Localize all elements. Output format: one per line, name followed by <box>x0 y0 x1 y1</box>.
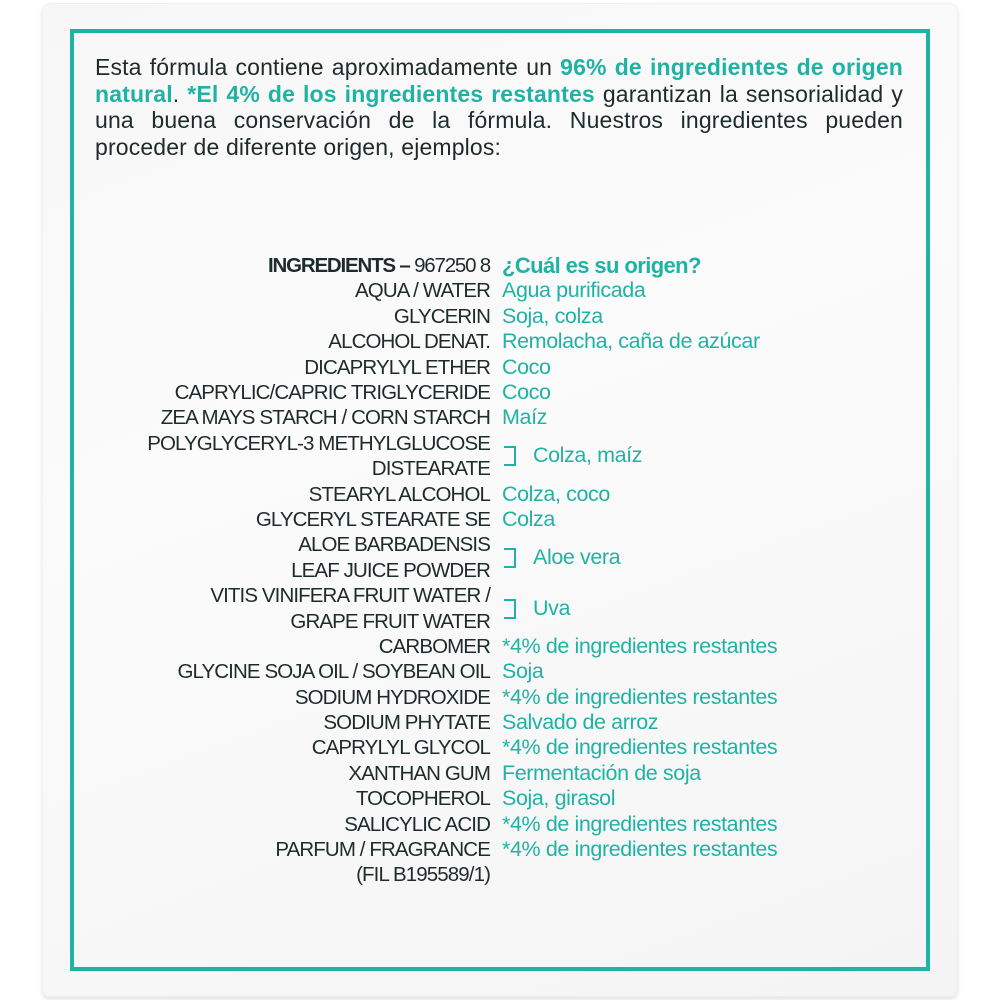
bracket-icon <box>504 446 516 466</box>
intro-highlight-remaining: *El 4% de los ingredientes restantes <box>187 80 595 107</box>
ingredient-name: ALCOHOL DENAT. <box>328 330 490 354</box>
ingredient-origin: Coco <box>502 379 551 404</box>
ingredient-origin: Agua purificada <box>502 278 646 303</box>
ingredient-name: ZEA MAYS STARCH / CORN STARCH <box>160 406 490 430</box>
table-row <box>0 431 1000 482</box>
ingredient-origin: *4% de ingredientes restantes <box>502 837 778 862</box>
ingredient-origin: Coco <box>502 354 551 379</box>
ingredient-name: PARFUM / FRAGRANCE <box>275 838 490 862</box>
ingredient-origin: Salvado de arroz <box>502 710 659 735</box>
formula-reference: (FIL B195589/1) <box>356 863 490 887</box>
ingredients-table <box>0 253 1000 888</box>
ingredient-origin-text: Uva <box>533 595 571 620</box>
table-row <box>0 507 1000 532</box>
table-row <box>0 786 1000 811</box>
ingredient-name: GLYCERYL STEARATE SE <box>255 507 490 531</box>
intro-text-1: Esta fórmula contiene aproximadamente un <box>95 54 561 80</box>
ingredient-name-line1: ALOE BARBADENSIS <box>298 533 490 557</box>
ingredient-origin: Colza <box>502 506 555 531</box>
table-row <box>0 659 1000 684</box>
ingredient-name-line1: VITIS VINIFERA FRUIT WATER / <box>210 584 490 608</box>
table-header-row <box>0 253 1000 278</box>
ingredient-origin: *4% de ingredientes restantes <box>502 811 778 836</box>
table-row <box>0 837 1000 862</box>
intro-text-3: garantizan la sensorialidad y una buena conservación de la fórmula. Nuestros ingredientes pueden proceder de diferente origen, ejemplos: <box>95 80 903 160</box>
table-row <box>0 761 1000 786</box>
ingredient-name-line2: LEAF JUICE POWDER <box>291 558 490 582</box>
ingredient-name: SODIUM HYDROXIDE <box>294 685 490 709</box>
ingredient-origin <box>490 532 620 583</box>
ingredient-origin: Colza, coco <box>502 481 610 506</box>
ingredient-origin: Soja <box>502 659 544 684</box>
ingredient-name: CAPRYLIC/CAPRIC TRIGLYCERIDE <box>174 380 490 404</box>
ingredient-origin: Fermentación de soja <box>502 760 701 785</box>
table-row <box>0 532 1000 583</box>
ingredient-origin: *4% de ingredientes restantes <box>502 684 778 709</box>
ingredients-label: INGREDIENTS – <box>268 254 415 277</box>
ingredient-name <box>0 532 490 583</box>
ingredient-name: TOCOPHEROL <box>355 787 490 811</box>
ingredient-name: STEARYL ALCOHOL <box>308 482 490 506</box>
formula-code: 967250 8 <box>414 254 490 277</box>
origin-header: ¿Cuál es su origen? <box>502 253 701 278</box>
ingredient-name-line2: GRAPE FRUIT WATER <box>290 609 490 633</box>
table-row <box>0 685 1000 710</box>
table-row <box>0 862 1000 887</box>
ingredient-origin: Soja, girasol <box>502 786 616 811</box>
intro-highlight-natural: 96% de ingredientes de origen natural <box>95 54 903 107</box>
table-row <box>0 405 1000 430</box>
ingredient-name: GLYCINE SOJA OIL / SOYBEAN OIL <box>177 660 490 684</box>
table-row <box>0 278 1000 303</box>
ingredient-name: GLYCERIN <box>393 304 490 328</box>
ingredient-origin: *4% de ingredientes restantes <box>502 735 778 760</box>
ingredient-name <box>0 583 490 634</box>
ingredient-name-line1: POLYGLYCERYL-3 METHYLGLUCOSE <box>147 431 490 455</box>
table-row <box>0 380 1000 405</box>
table-row <box>0 304 1000 329</box>
ingredient-origin <box>490 431 642 482</box>
table-row <box>0 812 1000 837</box>
ingredient-origin: *4% de ingredientes restantes <box>502 633 778 658</box>
table-row <box>0 482 1000 507</box>
ingredient-name: SODIUM PHYTATE <box>323 711 490 735</box>
intro-paragraph <box>95 54 903 160</box>
ingredient-origin-text: Aloe vera <box>533 545 621 569</box>
ingredient-name: CARBOMER <box>378 634 490 658</box>
ingredient-origin: Soja, colza <box>502 303 603 328</box>
intro-text-2: . <box>172 80 188 107</box>
ingredient-origin-text: Colza, maíz <box>533 443 643 468</box>
ingredient-name: AQUA / WATER <box>355 279 490 303</box>
bracket-icon <box>504 599 516 619</box>
bracket-icon <box>504 548 516 568</box>
ingredient-name <box>0 431 490 482</box>
ingredient-name: DICAPRYLYL ETHER <box>304 355 490 379</box>
ingredient-origin: Maíz <box>502 405 547 430</box>
ingredients-header <box>0 253 490 278</box>
table-row <box>0 735 1000 760</box>
ingredient-name-line2: DISTEARATE <box>371 457 490 481</box>
table-row <box>0 710 1000 735</box>
ingredient-name: XANTHAN GUM <box>348 761 490 785</box>
table-row <box>0 583 1000 634</box>
table-row <box>0 355 1000 380</box>
ingredient-origin: Remolacha, caña de azúcar <box>502 329 760 354</box>
table-row <box>0 329 1000 354</box>
table-row <box>0 634 1000 659</box>
ingredient-name: CAPRYLYL GLYCOL <box>311 736 490 760</box>
ingredient-origin <box>490 583 570 634</box>
ingredient-name: SALICYLIC ACID <box>344 812 490 836</box>
